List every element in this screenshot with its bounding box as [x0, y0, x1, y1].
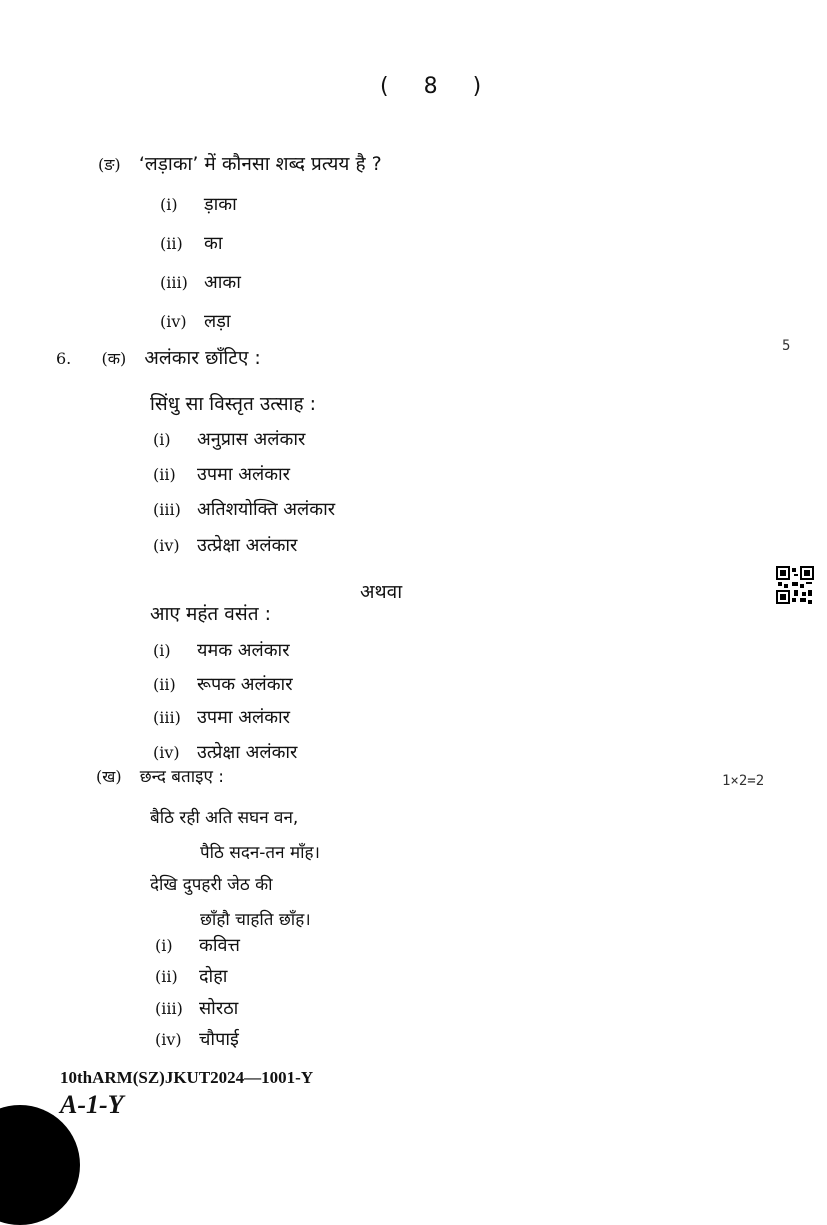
- option-item: (i) अनुप्रास अलंकार: [153, 429, 306, 450]
- question-6a: [56, 344, 261, 370]
- question-instruction: छन्द बताइए :: [139, 767, 224, 787]
- option-item: (iv) लड़ा: [160, 311, 231, 332]
- paper-series: A-1-Y: [60, 1090, 124, 1119]
- option-item: (iii) सोरठा: [155, 998, 239, 1019]
- alankar-or-line: आए महंत वसंत :: [150, 603, 271, 625]
- corner-shadow: [0, 1105, 80, 1225]
- verse-line: बैठि रही अति सघन वन,: [150, 808, 299, 828]
- question-number: 6.: [56, 349, 72, 368]
- option-item: (iv) चौपाई: [155, 1029, 239, 1050]
- option-item: (ii) उपमा अलंकार: [153, 464, 291, 485]
- verse-line: देखि दुपहरी जेठ की: [150, 875, 273, 895]
- marks-label: 1×2=2: [722, 773, 765, 789]
- alankar-line: सिंधु सा विस्तृत उत्साह :: [150, 393, 317, 415]
- option-item: (iii) उपमा अलंकार: [153, 707, 291, 728]
- question-label: (क): [101, 349, 127, 368]
- option-item: (i) कवित्त: [155, 935, 240, 956]
- option-item: (iv) उत्प्रेक्षा अलंकार: [153, 742, 298, 763]
- option-item: (ii) दोहा: [155, 966, 228, 987]
- option-item: (i) यमक अलंकार: [153, 640, 290, 661]
- question-text: ‘लड़ाका’ में कौनसा शब्द प्रत्यय है ?: [138, 153, 382, 175]
- or-label: अथवा: [360, 581, 403, 603]
- question-label: (ख): [96, 767, 122, 786]
- page-number: ( 8 ): [380, 74, 496, 99]
- question-label: (ङ): [98, 155, 121, 174]
- option-item: (iv) उत्प्रेक्षा अलंकार: [153, 535, 298, 556]
- option-item: (ii) का: [160, 233, 223, 254]
- option-item: (iii) आका: [160, 272, 241, 293]
- option-item: (iii) अतिशयोक्ति अलंकार: [153, 499, 336, 520]
- question-5e: [98, 150, 382, 176]
- side-mark: 5: [782, 338, 791, 354]
- option-item: (ii) रूपक अलंकार: [153, 674, 293, 695]
- qr-code-icon: [776, 566, 814, 604]
- verse-line: छाँहौ चाहति छाँह।: [200, 910, 311, 930]
- verse-line: पैठि सदन-तन माँह।: [200, 843, 320, 863]
- option-item: (i) ड़ाका: [160, 194, 237, 215]
- question-6b: [96, 764, 224, 787]
- paper-code: 10thARM(SZ)JKUT2024—1001-Y: [60, 1068, 314, 1087]
- question-instruction: अलंकार छाँटिए :: [144, 347, 261, 369]
